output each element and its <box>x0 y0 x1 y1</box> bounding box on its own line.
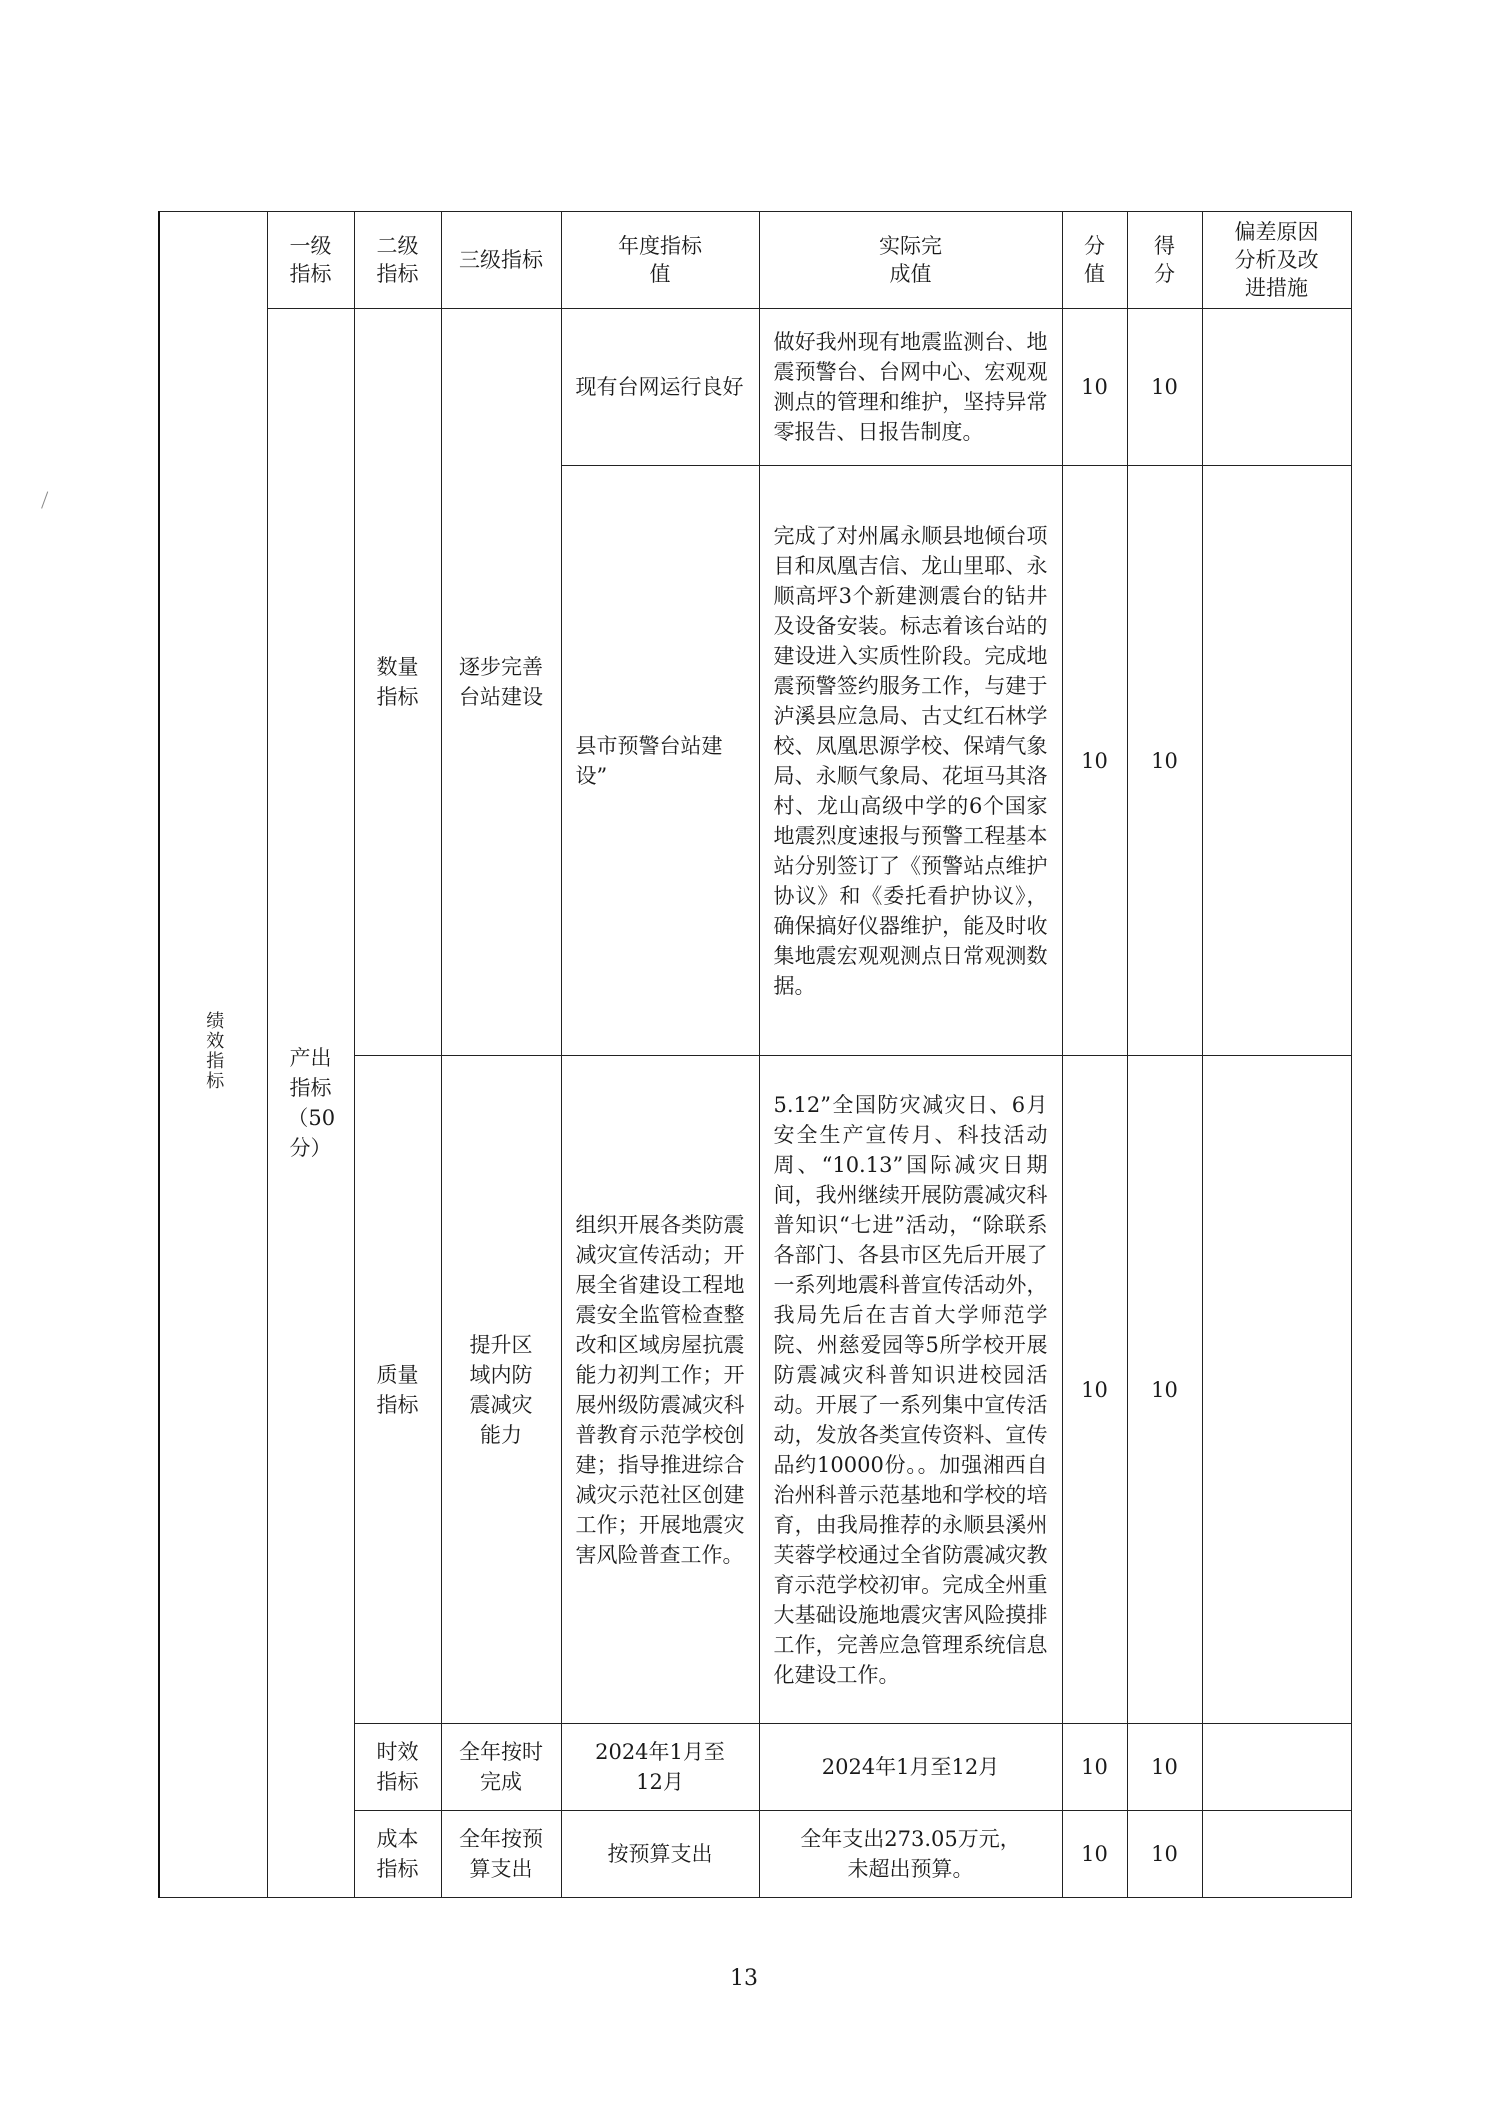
annual-value <box>561 1056 759 1724</box>
got-value: 10 <box>1127 309 1202 466</box>
header-row <box>159 212 1351 309</box>
actual-value <box>759 309 1062 466</box>
actual-value <box>759 1056 1062 1724</box>
actual-text: 做好我州现有地震监测台、地震预警台、台网中心、宏观观测点的管理和维护，坚持异常零报告、日报告制度。 <box>773 330 1048 444</box>
performance-table <box>158 211 1352 1898</box>
header-deviation-text: 偏差原因分析及改进措施 <box>1234 220 1319 300</box>
level1-label: 产出指标（50分） <box>287 1046 336 1160</box>
actual-text: 完成了对州属永顺县地倾台项目和凤凰吉信、龙山里耶、永顺高坪3个新建测震台的钻井及设备安装。标志着该台站的建设进入实质性阶段。完成地震预警签约服务工作，与建于泸溪县应急局、古丈红石林学校、凤凰思源学校、保靖气象局、永顺气象局、花垣马其洛村、龙山高级中学的6个国家地震烈度速报与预警工程基本站分别签订了《预警站点维护协议》和《委托看护协议》，确保搞好仪器维护，能及时收集地震宏观观测点日常观测数据。 <box>773 523 1048 998</box>
score-value: 10 <box>1062 309 1127 466</box>
header-got <box>1127 212 1202 309</box>
quantity-level3-cell <box>441 309 561 1056</box>
annual-text: 组织开展各类防震减灾宣传活动；开展全省建设工程地震安全监管检查整改和区域房屋抗震能力初判工作；开展州级防震减灾科普教育示范学校创建；指导推进综合减灾示范社区创建工作；开展地震灾害风险普查工作。 <box>575 1212 745 1567</box>
header-level1-text: 一级指标 <box>289 234 332 286</box>
got-value: 10 <box>1127 1811 1202 1898</box>
quality-level3: 提升区域内防震减灾能力 <box>469 1332 533 1447</box>
cost-level2-cell <box>354 1811 441 1898</box>
deviation-value <box>1202 1724 1351 1811</box>
header-level1 <box>267 212 354 309</box>
cost-level2: 成本指标 <box>376 1827 419 1881</box>
score-value: 10 <box>1062 1724 1127 1811</box>
time-level2: 时效指标 <box>376 1740 419 1794</box>
header-deviation <box>1202 212 1351 309</box>
time-level3-cell <box>441 1724 561 1811</box>
annual-value: 县市预警台站建设” <box>561 466 759 1056</box>
deviation-value <box>1202 1811 1351 1898</box>
score-value: 10 <box>1062 1056 1127 1724</box>
header-annual-text: 年度指标值 <box>618 234 702 286</box>
actual-value <box>759 466 1062 1056</box>
header-got-text: 得分 <box>1154 234 1175 286</box>
cost-level3-cell <box>441 1811 561 1898</box>
got-value: 10 <box>1127 1056 1202 1724</box>
actual-text: 全年支出273.05万元，未超出预算。 <box>800 1827 1021 1881</box>
got-value: 10 <box>1127 466 1202 1056</box>
deviation-value <box>1202 309 1351 466</box>
annual-value: 现有台网运行良好 <box>561 309 759 466</box>
annual-text: 2024年1月至12月 <box>595 1740 725 1794</box>
quality-level3-cell <box>441 1056 561 1724</box>
outer-label-cell <box>159 212 267 1898</box>
got-value: 10 <box>1127 1724 1202 1811</box>
annual-value <box>561 1724 759 1811</box>
quantity-level3: 逐步完善台站建设 <box>459 655 543 709</box>
time-level3: 全年按时完成 <box>459 1740 543 1794</box>
scan-mark <box>41 491 54 510</box>
quality-level2-cell <box>354 1056 441 1724</box>
header-level3: 三级指标 <box>441 212 561 309</box>
header-actual <box>759 212 1062 309</box>
header-score-text: 分值 <box>1084 234 1105 286</box>
actual-value: 2024年1月至12月 <box>759 1724 1062 1811</box>
actual-text: 5.12”全国防灾减灾日、6月安全生产宣传月、科技活动周、“10.13”国际减灾日期间，我州继续开展防震减灾科普知识“七进”活动，“除联系各部门、各县市区先后开展了一系列地震科普宣传活动外，我局先后在吉首大学师范学院、州慈爱园等5所学校开展防震减灾科普知识进校园活动。开展了一系列集中宣传活动，发放各类宣传资料、宣传品约10000份。。加强湘西自治州科普示范基地和学校的培育，由我局推荐的永顺县溪州芙蓉学校通过全省防震减灾教育示范学校初审。完成全州重大基础设施地震灾害风险摸排工作，完善应急管理系统信息化建设工作。 <box>773 1092 1048 1687</box>
actual-value <box>759 1811 1062 1898</box>
quantity-level2: 数量指标 <box>376 655 419 709</box>
score-value: 10 <box>1062 1811 1127 1898</box>
cost-level3: 全年按预算支出 <box>459 1827 543 1881</box>
score-value: 10 <box>1062 466 1127 1056</box>
outer-label: 绩效指标 <box>203 1010 225 1091</box>
time-level2-cell <box>354 1724 441 1811</box>
quality-level2: 质量指标 <box>376 1362 419 1417</box>
quantity-level2-cell <box>354 309 441 1056</box>
page-number: 13 <box>730 1966 758 1991</box>
header-level2-text: 二级指标 <box>376 234 419 286</box>
header-score <box>1062 212 1127 309</box>
level1-cell <box>267 309 354 1898</box>
header-annual <box>561 212 759 309</box>
deviation-value <box>1202 466 1351 1056</box>
header-actual-text: 实际完成值 <box>879 234 942 286</box>
table-row <box>159 309 1351 466</box>
header-level2 <box>354 212 441 309</box>
annual-value: 按预算支出 <box>561 1811 759 1898</box>
deviation-value <box>1202 1056 1351 1724</box>
